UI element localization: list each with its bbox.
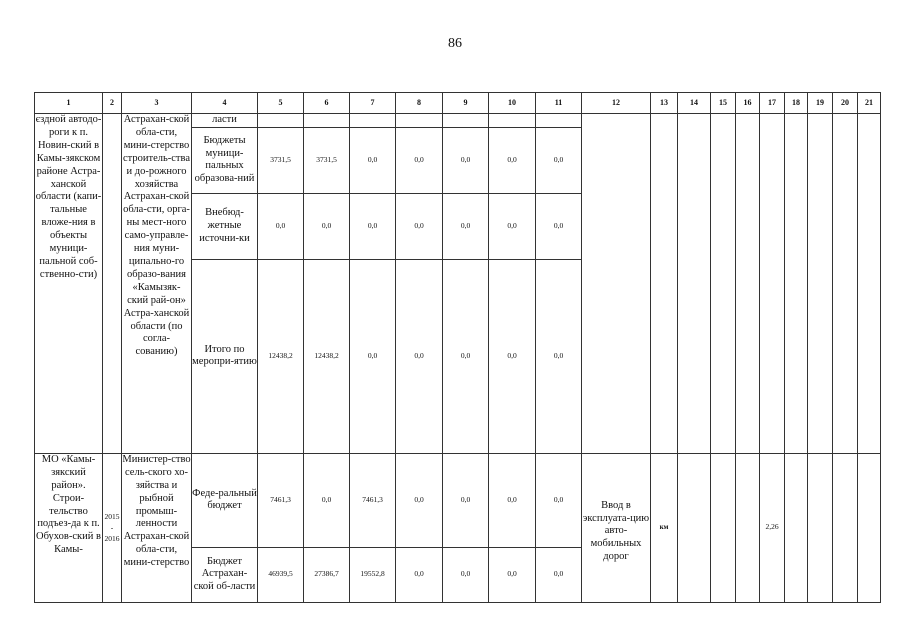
amount-cell: 0,0 bbox=[350, 259, 396, 453]
amount-cell: 0,0 bbox=[489, 127, 536, 193]
header-cell: 19 bbox=[808, 93, 833, 114]
amount-cell: 19552,8 bbox=[350, 547, 396, 602]
header-cell: 5 bbox=[258, 93, 304, 114]
amount-cell: 0,0 bbox=[304, 453, 350, 547]
header-cell: 15 bbox=[711, 93, 736, 114]
amount-cell: 0,0 bbox=[304, 193, 350, 259]
budget-table bbox=[34, 92, 881, 603]
indicator-cell bbox=[785, 114, 808, 454]
amount-cell: 7461,3 bbox=[258, 453, 304, 547]
indicator-cell bbox=[808, 114, 833, 454]
amount-cell bbox=[489, 114, 536, 128]
amount-cell: 0,0 bbox=[536, 193, 582, 259]
indicator-cell bbox=[678, 453, 711, 602]
header-row bbox=[35, 93, 881, 114]
unit-cell bbox=[651, 114, 678, 454]
executor-cell: Министер-ство сель-ского хо-зяйства и рыбной промыш-ленности Астрахан-ской обла-сти, мини-стерство bbox=[122, 453, 192, 602]
header-cell: 1 bbox=[35, 93, 103, 114]
amount-cell: 0,0 bbox=[489, 259, 536, 453]
indicator-name-cell bbox=[582, 114, 651, 454]
amount-cell: 0,0 bbox=[443, 453, 489, 547]
header-cell: 13 bbox=[651, 93, 678, 114]
header-cell: 17 bbox=[760, 93, 785, 114]
amount-cell bbox=[258, 114, 304, 128]
amount-cell: 0,0 bbox=[396, 193, 443, 259]
period-cell bbox=[103, 114, 122, 454]
unit-cell: км bbox=[651, 453, 678, 602]
indicator-cell bbox=[678, 114, 711, 454]
amount-cell: 0,0 bbox=[396, 259, 443, 453]
amount-cell: 0,0 bbox=[536, 127, 582, 193]
indicator-cell bbox=[785, 453, 808, 602]
page-number: 86 bbox=[448, 36, 462, 51]
amount-cell: 7461,3 bbox=[350, 453, 396, 547]
object-name-cell: єздной автодо-роги к п. Новин-ский в Камы-зякском районе Астра-ханской области (капи-тальные вложе-ния в объекты муници-пальной соб-ственно-сти) bbox=[35, 114, 103, 454]
header-cell: 16 bbox=[736, 93, 760, 114]
amount-cell: 0,0 bbox=[536, 453, 582, 547]
amount-cell: 0,0 bbox=[396, 453, 443, 547]
amount-cell: 0,0 bbox=[489, 547, 536, 602]
amount-cell bbox=[396, 114, 443, 128]
amount-cell: 3731,5 bbox=[304, 127, 350, 193]
amount-cell: 0,0 bbox=[443, 547, 489, 602]
header-cell: 21 bbox=[858, 93, 881, 114]
funding-source-cell: Внебюд-жетные источни-ки bbox=[192, 193, 258, 259]
amount-cell: 27386,7 bbox=[304, 547, 350, 602]
header-cell: 3 bbox=[122, 93, 192, 114]
funding-source-cell: ласти bbox=[192, 114, 258, 128]
header-cell: 14 bbox=[678, 93, 711, 114]
indicator-cell bbox=[711, 114, 736, 454]
object-name-cell: МО «Камы-зякский район». Строи-тельство подъез-да к п. Обухов-ский в Камы- bbox=[35, 453, 103, 602]
header-cell: 12 bbox=[582, 93, 651, 114]
amount-cell: 0,0 bbox=[536, 259, 582, 453]
funding-source-cell: Бюджет Астрахан-ской об-ласти bbox=[192, 547, 258, 602]
header-cell: 10 bbox=[489, 93, 536, 114]
table-row bbox=[35, 453, 881, 547]
funding-source-cell: Феде-ральный бюджет bbox=[192, 453, 258, 547]
amount-cell bbox=[443, 114, 489, 128]
indicator-cell bbox=[858, 453, 881, 602]
amount-cell: 3731,5 bbox=[258, 127, 304, 193]
indicator-cell bbox=[833, 453, 858, 602]
header-cell: 18 bbox=[785, 93, 808, 114]
indicator-cell bbox=[711, 453, 736, 602]
indicator-value-cell: 2,26 bbox=[760, 453, 785, 602]
amount-cell: 0,0 bbox=[443, 193, 489, 259]
amount-cell: 46939,5 bbox=[258, 547, 304, 602]
indicator-cell bbox=[808, 453, 833, 602]
table-row bbox=[35, 114, 881, 128]
amount-cell: 0,0 bbox=[350, 127, 396, 193]
funding-source-cell: Итого по меропри-ятию bbox=[192, 259, 258, 453]
amount-cell: 0,0 bbox=[443, 259, 489, 453]
amount-cell: 12438,2 bbox=[258, 259, 304, 453]
indicator-cell bbox=[736, 114, 760, 454]
header-cell: 2 bbox=[103, 93, 122, 114]
amount-cell: 0,0 bbox=[489, 193, 536, 259]
amount-cell: 0,0 bbox=[258, 193, 304, 259]
amount-cell: 0,0 bbox=[536, 547, 582, 602]
header-cell: 8 bbox=[396, 93, 443, 114]
amount-cell bbox=[536, 114, 582, 128]
amount-cell: 12438,2 bbox=[304, 259, 350, 453]
header-cell: 11 bbox=[536, 93, 582, 114]
header-cell: 4 bbox=[192, 93, 258, 114]
indicator-cell bbox=[858, 114, 881, 454]
indicator-cell bbox=[760, 114, 785, 454]
funding-source-cell: Бюджеты муници-пальных образова-ний bbox=[192, 127, 258, 193]
header-cell: 9 bbox=[443, 93, 489, 114]
executor-cell: Астрахан-ской обла-сти, мини-стерство строитель-ства и до-рожного хозяйства Астрахан-ской обла-сти, орга-ны мест-ного само-управле-ния муни-ципально-го образо-вания «Камызяк-ский рай-он» Астра-ханской области (по согла-сованию) bbox=[122, 114, 192, 454]
indicator-cell bbox=[736, 453, 760, 602]
amount-cell: 0,0 bbox=[350, 193, 396, 259]
amount-cell: 0,0 bbox=[443, 127, 489, 193]
header-cell: 7 bbox=[350, 93, 396, 114]
indicator-name-cell: Ввод в эксплуата-цию авто-мобильных дорог bbox=[582, 453, 651, 602]
amount-cell: 0,0 bbox=[396, 547, 443, 602]
amount-cell bbox=[350, 114, 396, 128]
header-cell: 6 bbox=[304, 93, 350, 114]
amount-cell: 0,0 bbox=[396, 127, 443, 193]
header-cell: 20 bbox=[833, 93, 858, 114]
amount-cell: 0,0 bbox=[489, 453, 536, 547]
period-cell: 2015 - 2016 bbox=[103, 453, 122, 602]
indicator-cell bbox=[833, 114, 858, 454]
amount-cell bbox=[304, 114, 350, 128]
